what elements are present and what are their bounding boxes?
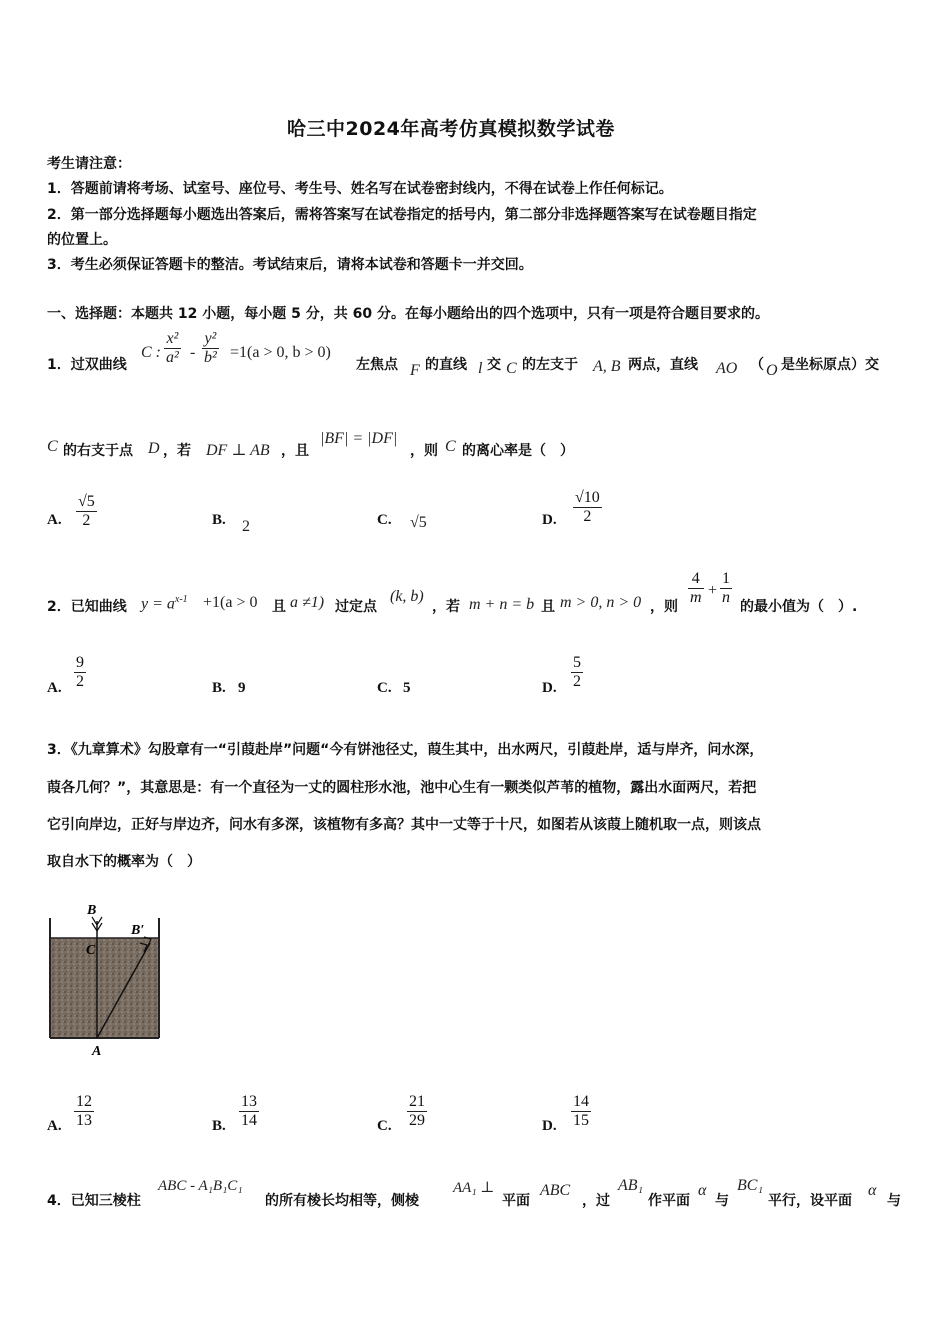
q2-frac1-den: m — [690, 589, 702, 606]
q1-var-l: l — [478, 360, 483, 377]
q2-frac2 — [720, 570, 732, 607]
q1-option-d-den: 2 — [573, 507, 602, 526]
q1-eq-frac2 — [202, 330, 219, 367]
q4-number: 4．已知三棱柱 — [47, 1193, 141, 1209]
q2-text: 且 — [272, 599, 286, 615]
q4-bc1: BC₁ — [737, 1177, 764, 1194]
pool-figure — [40, 895, 170, 1065]
q2-cond-a: a ≠1) — [290, 594, 325, 611]
figure-label-B: B — [87, 903, 97, 918]
figure-label-C: C — [86, 943, 96, 958]
q3-option-c — [407, 1093, 427, 1130]
q3-line: 取自水下的概率为（ ） — [47, 854, 201, 870]
q1-option-a — [76, 493, 97, 530]
q4-alpha: α — [868, 1182, 877, 1199]
q2-frac1-num: 4 — [691, 570, 700, 587]
q1-text: ，且 — [281, 443, 309, 459]
q3-option-label: B. — [212, 1118, 226, 1134]
q1-var-C: C — [445, 438, 456, 455]
q3-option-c-den: 29 — [409, 1112, 425, 1129]
q2-option-c: 5 — [403, 680, 411, 696]
q1-text: 左焦点 — [356, 357, 398, 373]
q2-text: 过定点 — [335, 599, 377, 615]
page-title: 哈三中2024年高考仿真模拟数学试卷 — [287, 118, 615, 140]
q1-var-C: C — [506, 360, 517, 377]
q3-option-b — [239, 1093, 259, 1130]
q1-text: 是坐标原点）交 — [781, 357, 879, 373]
q1-text: 的直线 — [425, 357, 467, 373]
q4-alpha: α — [698, 1182, 707, 1199]
q3-line: 它引向岸边，正好与岸边齐，问水有多深，该植物有多高？其中一丈等于十尺，如图若从该葭上随机取一点，则该点 — [47, 817, 761, 833]
q2-curve-tail: +1(a > 0 — [203, 594, 258, 611]
q1-eq-tail: =1(a > 0, b > 0) — [230, 344, 331, 361]
q1-text: 的离心率是（ ） — [462, 443, 574, 459]
notice-item: 1．答题前请将考场、试室号、座位号、考生号、姓名写在试卷密封线内，不得在试卷上作任何标记。 — [47, 181, 673, 197]
q1-var-O: O — [766, 362, 778, 379]
q3-option-a-den: 13 — [76, 1112, 92, 1129]
q3-option-a — [74, 1093, 94, 1130]
q1-text: 交 — [487, 357, 501, 373]
q2-frac2-num: 1 — [722, 570, 730, 587]
notice-item: 2．第一部分选择题每小题选出答案后，需将答案写在试卷指定的括号内，第二部分非选择题答案写在试卷题目指定 — [47, 207, 757, 223]
q2-frac1 — [688, 570, 704, 607]
q1-var-AO: AO — [716, 360, 738, 377]
q4-text: 与 — [715, 1193, 729, 1209]
q1-eq-prefix: C : — [141, 344, 161, 361]
q2-option-label: B. — [212, 680, 226, 696]
q1-var-D: D — [148, 440, 160, 457]
q1-option-label: D. — [542, 512, 557, 528]
q2-option-a-num: 9 — [76, 654, 84, 671]
section-heading: 一、选择题：本题共 12 小题，每小题 5 分，共 60 分。在每小题给出的四个选项中，只有一项是符合题目要求的。 — [47, 306, 769, 322]
q2-curve-exp: x-1 — [174, 594, 188, 605]
notice-heading: 考生请注意： — [47, 156, 131, 172]
q4-prism: ABC - A₁B₁C₁ — [158, 1178, 243, 1194]
q1-option-label: B. — [212, 512, 226, 528]
q1-option-a-den: 2 — [76, 511, 97, 530]
q1-eq-frac2-den: b² — [204, 349, 217, 366]
q4-text: 的所有棱长均相等，侧棱 — [265, 1193, 419, 1209]
q2-curve — [141, 594, 188, 613]
q2-option-label: A. — [47, 680, 62, 696]
q3-option-b-den: 14 — [241, 1112, 257, 1129]
notice-item: 3．考生必须保证答题卡的整洁。考试结束后，请将本试卷和答题卡一并交回。 — [47, 257, 533, 273]
q4-text: ，过 — [582, 1193, 610, 1209]
q1-number: 1．过双曲线 — [47, 357, 127, 373]
q1-var-AB: A, B — [593, 358, 621, 375]
q1-text: （ — [750, 357, 764, 373]
q4-plane: ABC — [540, 1182, 571, 1199]
q2-option-d — [571, 654, 583, 691]
q1-cond2: |BF| = |DF| — [320, 430, 398, 447]
q1-text: 的左支于 — [522, 357, 578, 373]
q3-option-b-num: 13 — [241, 1093, 257, 1110]
q2-option-d-num: 5 — [573, 654, 581, 671]
q1-text: ，若 — [163, 443, 191, 459]
q2-option-a — [74, 654, 86, 691]
q3-option-d — [571, 1093, 591, 1130]
q3-option-d-den: 15 — [573, 1112, 589, 1129]
q1-option-b: 2 — [242, 518, 250, 535]
q1-eq-frac2-num: y² — [204, 330, 217, 347]
q1-eq-frac1 — [164, 330, 181, 367]
q2-plus: + — [708, 582, 718, 599]
q3-option-c-num: 21 — [409, 1093, 425, 1110]
q2-option-label: C. — [377, 680, 392, 696]
water-body — [50, 938, 159, 1038]
q2-number: 2．已知曲线 — [47, 599, 127, 615]
q3-line: 葭各几何？”，其意思是：有一个直径为一丈的圆柱形水池，池中心生有一颗类似芦苇的植物，露出水面两尺，若把 — [47, 780, 757, 796]
q1-eq-frac1-num: x² — [166, 330, 179, 347]
q1-var-F: F — [410, 362, 420, 379]
q2-cond-pos: m > 0, n > 0 — [560, 594, 642, 611]
q1-option-d-num: √10 — [575, 489, 600, 506]
q4-text: 平行，设平面 — [768, 1193, 852, 1209]
q1-cond1: DF ⊥ AB — [206, 442, 270, 459]
q2-text: ，则 — [650, 599, 678, 615]
q3-option-d-num: 14 — [573, 1093, 589, 1110]
q1-option-d — [573, 489, 602, 526]
q3-option-label: C. — [377, 1118, 392, 1134]
q2-curve-base: y = a — [141, 595, 175, 613]
q4-text: 平面 — [502, 1193, 530, 1209]
q4-ab1: AB₁ — [618, 1177, 644, 1194]
q3-option-label: D. — [542, 1118, 557, 1134]
q1-option-label: A. — [47, 512, 62, 528]
q4-edge: AA₁ ⊥ — [453, 1180, 495, 1196]
q1-text: 的右支于点 — [63, 443, 133, 459]
q1-eq-frac1-den: a² — [166, 349, 179, 366]
q2-text: ，若 — [432, 599, 460, 615]
q3-option-label: A. — [47, 1118, 62, 1134]
q1-var-C: C — [47, 438, 58, 455]
q3-line: 3．《九章算术》勾股章有一“引葭赴岸”问题“今有饼池径丈，葭生其中，出水两尺，引葭赴岸，适与岸齐，问水深， — [47, 742, 764, 758]
q1-text: ，则 — [410, 443, 438, 459]
q2-option-b: 9 — [238, 680, 246, 696]
q3-option-a-num: 12 — [76, 1093, 92, 1110]
q1-text: 两点，直线 — [628, 357, 698, 373]
q4-text: 作平面 — [648, 1193, 690, 1209]
q2-option-label: D. — [542, 680, 557, 696]
q2-text: 的最小值为（ ）. — [740, 599, 858, 615]
q2-option-d-den: 2 — [573, 673, 581, 690]
figure-label-A: A — [92, 1044, 102, 1059]
q2-option-a-den: 2 — [76, 673, 84, 690]
q1-option-c: √5 — [410, 514, 427, 531]
q2-cond-mn: m + n = b — [469, 596, 535, 613]
figure-label-B-prime: B′ — [131, 923, 145, 938]
q2-point: (k, b) — [390, 588, 424, 605]
notice-item: 的位置上。 — [47, 232, 117, 248]
q2-text: 且 — [541, 599, 555, 615]
q1-option-label: C. — [377, 512, 392, 528]
q4-text: 与 — [887, 1193, 901, 1209]
q1-eq-minus: - — [190, 344, 196, 361]
q1-option-a-num: √5 — [78, 493, 95, 510]
q2-frac2-den: n — [722, 589, 730, 606]
